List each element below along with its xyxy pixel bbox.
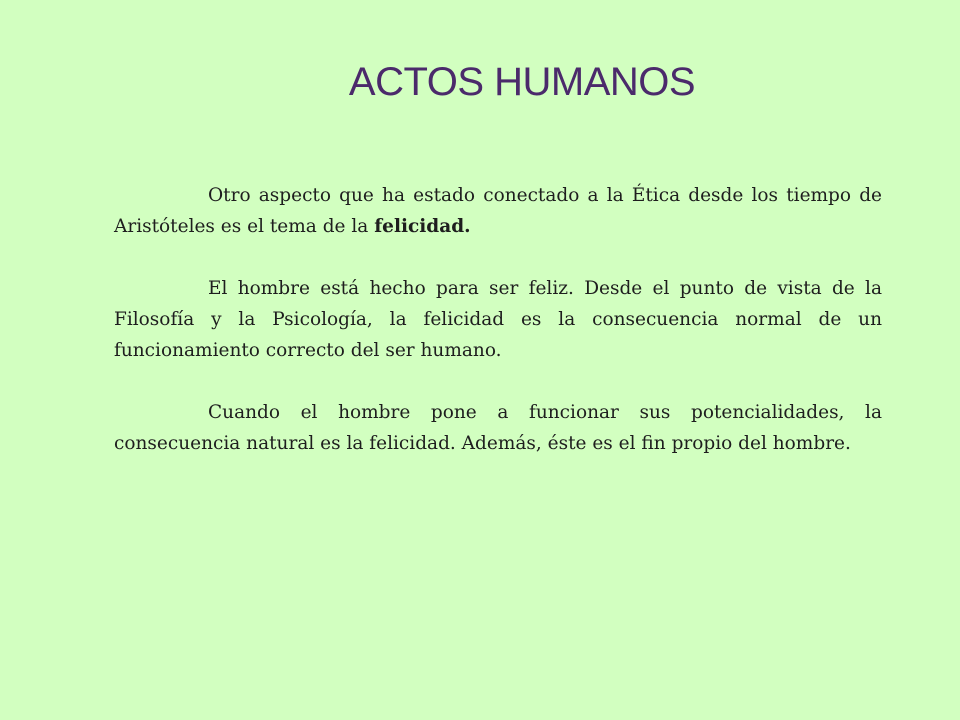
paragraph-felicidad (114, 180, 882, 242)
slide-body (114, 180, 882, 490)
slide-title: ACTOS HUMANOS (348, 60, 696, 104)
paragraph-potencialidades (114, 397, 882, 459)
paragraph-text: Cuando el hombre pone a funcionar sus potencialidades, la consecuencia natural es la felicidad. Además, éste es el fin propio del hombre. (114, 402, 882, 454)
emphasis-felicidad: felicidad. (374, 216, 471, 237)
paragraph-text: Otro aspecto que ha estado conectado a la Ética desde los tiempo de Aristóteles es el tema de la (114, 185, 882, 237)
paragraph-text: El hombre está hecho para ser feliz. Desde el punto de vista de la Filosofía y la Psicología, la felicidad es la consecuencia normal de un funcionamiento correcto del ser humano. (114, 278, 882, 361)
paragraph-hombre-feliz (114, 273, 882, 366)
